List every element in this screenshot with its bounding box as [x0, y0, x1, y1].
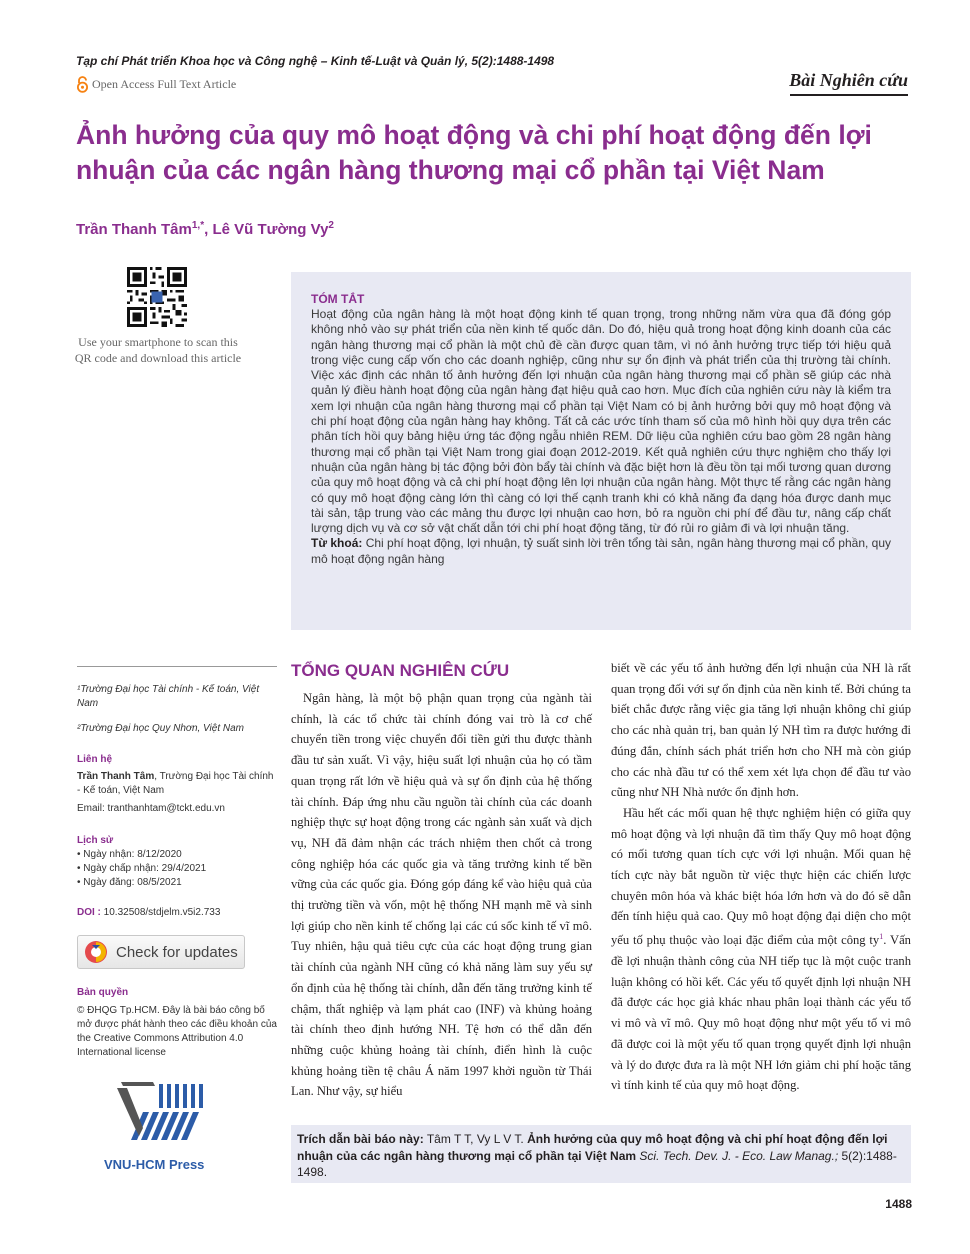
check-for-updates-button[interactable] — [77, 935, 245, 969]
author-2-affiliation-mark: 2 — [328, 220, 334, 231]
citation-title: Ảnh hưởng của quy mô hoạt động và chi phí hoạt động đến lợi nhuận của các ngân hàng thương mại cổ phần tại Việt Nam — [297, 1132, 888, 1163]
received-date: • Ngày nhận: 8/12/2020 — [77, 849, 182, 860]
author-1-name[interactable]: Trần Thanh Tâm — [76, 221, 192, 238]
body-paragraph: Ngân hàng, là một bộ phận quan trọng của ngành tài chính, là các tổ chức tài chính đóng vai trò là cơ chế chuyển tiền trong việc chuyển đổi tiền gửi thu được thành đầu tư sản xuất. Vì vậy, hiệu suất lợi nhuận của họ có tầm quan trọng rất lớn về hiệu quả và sự ổn định của hệ thống tài chính. Đáp ứng nhu cầu nguồn tài chính của các doanh nghiệp thực sự hoạt động trong các ngành sản xuất và dịch vụ, NH đã đảm nhận các trách nhiệm then chốt cả trong công nghiệp hóa các quốc gia và tăng trưởng kinh tế bền vững của các quốc gia. Đóng góp đáng kể vào hiệu quả của thị trường tiền và vốn, một hệ thống NH mạnh mẽ và sinh lợi giúp cho nền kinh tế chống lại các cú sốc kinh tế vĩ mô. Tuy nhiên, hậu quả tiêu cực của các hoạt động trung gian tài chính của ngành NH cũng có khả năng làm suy yếu sự ổn định của hệ thống tài chính, dẫn đến tăng trưởng kinh tế chậm, thất nghiệp và lạm phát cao (INF) và khủng hoảng tài chính theo định hướng NH. Tệ hơn có thể dẫn đến những cuộc khủng hoảng tài chính, điển hình là cuộc khủng hoảng tiền tệ châu Á năm 1997 khởi nguồn từ Thái Lan. Như vậy, sự hiểu — [291, 691, 592, 1099]
article-type: Bài Nghiên cứu — [789, 70, 908, 90]
doi-line — [77, 906, 277, 920]
qr-code-icon[interactable] — [127, 267, 187, 327]
body-column-1 — [291, 688, 592, 1102]
author-1-affiliation-mark: 1,* — [191, 220, 205, 231]
abstract-text: Hoạt động của ngân hàng là một hoạt động kinh tế quan trọng, trong những năm vừa qua đã đóng góp không nhỏ vào sự phát triển của nền kinh tế quốc dân. Do đó, hiệu quả trong hoạt động kinh doanh của các ngân hàng thương mại cổ phần là một chủ đề cần được quan tâm, vì nó ảnh hưởng trực tiếp tới hiệu quả trong việc cung cấp vốn cho các doanh nghiệp, cũng như sự ổn định và phát triển của thị trường tài chính. Việc xác định các nhân tố ảnh hưởng đến lợi nhuận của ngân hàng thương mại cổ phần sẽ giúp các nhà quản lý điều hành hoạt động của ngân hàng đạt hiệu quả cao hơn. Mục đích của nghiên cứu này là kiểm tra xem lợi nhuận của ngân hàng thương mại cổ phần tại Việt Nam có bị ảnh hưởng bởi quy mô hoạt động và chi phí hoạt động của ngân hàng hay không. Tất cả các ước tính tham số của mô hình hồi quy dựa trên các phân tích hồi quy bảng hiệu ứng tác động ngẫu nhiên REM. Dữ liệu của nghiên cứu bao gồm 28 ngân hàng thương mại cổ phần tại Việt Nam trong giai đoạn 2012-2019. Kết quả nghiên cứu thực nghiệm cho thấy lợi nhuận của ngân hàng bị tác động bởi đòn bẩy tài chính và đặc biệt hơn là đều tồn tại mối tương quan dương của quy mô hoạt động và cả chi phí hoạt động lên lợi nhuận của ngân hàng. Một thực tế rằng các ngân hàng có quy mô hoạt động càng lớn thì càng có lợi thế cạnh tranh khi có khả năng đa dạng hóa được danh mục tài sản, tập trung vào các mảng thu được lợi nhuận cao hơn, bỏ ra nguồn chi phí để đầu tư, nâng cấp chất lượng dịch vụ và cơ sở vật chất dẫn tới chi phí hoạt động tăng, từ đó rủi ro giảm đi và lợi nhuận tăng. — [311, 307, 891, 536]
keywords-list: Chi phí hoạt động, lợi nhuận, tỷ suất sinh lời trên tổng tài sản, ngân hàng thương mại cổ phần, quy mô hoạt động ngân hàng — [311, 536, 892, 566]
reference-link[interactable]: 1 — [879, 932, 884, 942]
sidebar-divider — [77, 666, 277, 667]
keywords-label: Từ khoá: — [311, 536, 363, 551]
contact-section — [77, 753, 277, 816]
doi-label: DOI : — [77, 907, 104, 918]
body-text: . Vấn đề lợi nhuận thành công của NH tiếp tục là một cuộc tranh luận không có hồi kết. Các yếu tố quyết định lợi nhuận NH đã được các học giả khác nhau phân loại thành các yếu tố vi mô và vĩ mô. Quy mô hoạt động như một yếu tố vi mô đã được coi là một yếu tố quan trọng quyết định lợi nhuận và lý do được đưa ra là một NH lớn giảm chi phí hoặc tăng vì tính kinh tế của quy mô hoạt động. — [611, 933, 911, 1093]
affiliation-1: ¹Trường Đại học Tài chính - Kế toán, Việt Nam — [77, 684, 260, 709]
article-type-underline — [790, 94, 908, 96]
copyright-label: Bản quyền — [77, 987, 129, 998]
author-separator: , — [204, 221, 213, 238]
contact-name: Trần Thanh Tâm — [77, 771, 155, 782]
check-for-updates-label: Check for updates — [116, 943, 238, 961]
open-access-label: Open Access Full Text Article — [92, 77, 237, 91]
citation-pages: 5(2):1488-1498. — [297, 1148, 897, 1179]
affiliation-2: ²Trường Đại học Quy Nhơn, Việt Nam — [77, 723, 245, 734]
doi-link[interactable]: 10.32508/stdjelm.v5i2.733 — [103, 907, 221, 918]
history-section — [77, 834, 277, 890]
copyright-text: © ĐHQG Tp.HCM. Đây là bài báo công bố mở được phát hành theo các điều khoản của the Creative Commons Attribution 4.0 International license — [77, 1005, 277, 1058]
history-label: Lịch sử — [77, 835, 114, 846]
contact-person — [77, 770, 277, 798]
body-column-2 — [611, 658, 911, 1096]
body-text: Hầu hết các mối quan hệ thực nghiệm hiện có giữa quy mô hoạt động và lợi nhuận đã tìm thấy Quy mô hoạt động có mối tương quan tích cực với lợi nhuận. Mối quan hệ tích cực này bắt nguồn từ việc thực hiện các chiến lược chuyên môn hóa và khác biệt hóa lớn hơn và do đó sẽ dẫn đến tính hiệu quả cao. Quy mô hoạt động đại diện cho một yếu tố phụ thuộc vào loại đặc điểm của một công ty — [611, 805, 911, 948]
open-access-line — [76, 76, 236, 93]
copyright-section — [77, 986, 277, 1060]
author-line — [76, 220, 334, 238]
article-title: Ảnh hưởng của quy mô hoạt động và chi phí hoạt động đến lợi nhuận của các ngân hàng thương mại cổ phần tại Việt Nam — [76, 120, 872, 185]
check-for-updates-icon — [84, 940, 108, 964]
citation-authors: Tâm T T, Vy L V T. — [423, 1132, 528, 1146]
press-name: VNU-HCM Press — [104, 1157, 205, 1172]
body-paragraph: biết về các yếu tố ảnh hưởng đến lợi nhuận của NH là rất quan trọng đối với sự ổn định của nền kinh tế. Bởi chúng ta biết chắc được rằng việc gia tăng lợi nhuận không chỉ giúp cho các nhà quản trị, ban quản lý NH tìm ra được hướng đi đúng đắn, chính sách phát triển hơn cho NH mà còn giúp cho các nhà đầu tư có thể xem xét lựa chọn để đầu tư vào cũng như NH Nhà nước ổn định hơn. — [611, 661, 911, 800]
contact-institution: , Trường Đại học Tài chính - Kế toán, Việt Nam — [77, 771, 274, 796]
accepted-date: • Ngày chấp nhận: 29/4/2021 — [77, 863, 207, 874]
published-date: • Ngày đăng: 08/5/2021 — [77, 877, 182, 888]
page-number: 1488 — [885, 1197, 912, 1211]
journal-citation-line: Tạp chí Phát triển Khoa học và Công nghệ – Kinh tế-Luật và Quản lý, 5(2):1488-1498 — [76, 54, 555, 68]
section-heading: TỔNG QUAN NGHIÊN CỨU — [291, 661, 510, 680]
keywords — [311, 536, 891, 567]
contact-email[interactable]: Email: tranthanhtam@tckt.edu.vn — [77, 803, 225, 814]
contact-label: Liên hệ — [77, 754, 113, 765]
abstract-heading: TÓM TẮT — [311, 292, 365, 306]
body-paragraph — [611, 803, 911, 1096]
citation-label: Trích dẫn bài báo này: — [297, 1132, 424, 1146]
citation-box — [291, 1125, 911, 1183]
abstract-panel — [291, 272, 911, 630]
open-access-icon — [76, 76, 89, 93]
author-2-name[interactable]: Lê Vũ Tường Vy — [212, 221, 329, 238]
citation-journal: Sci. Tech. Dev. J. - Eco. Law Manag.; — [636, 1148, 839, 1163]
vnu-hcm-press-logo-icon — [103, 1080, 223, 1140]
qr-code-instructions: Use your smartphone to scan this QR code and download this article — [74, 335, 242, 365]
